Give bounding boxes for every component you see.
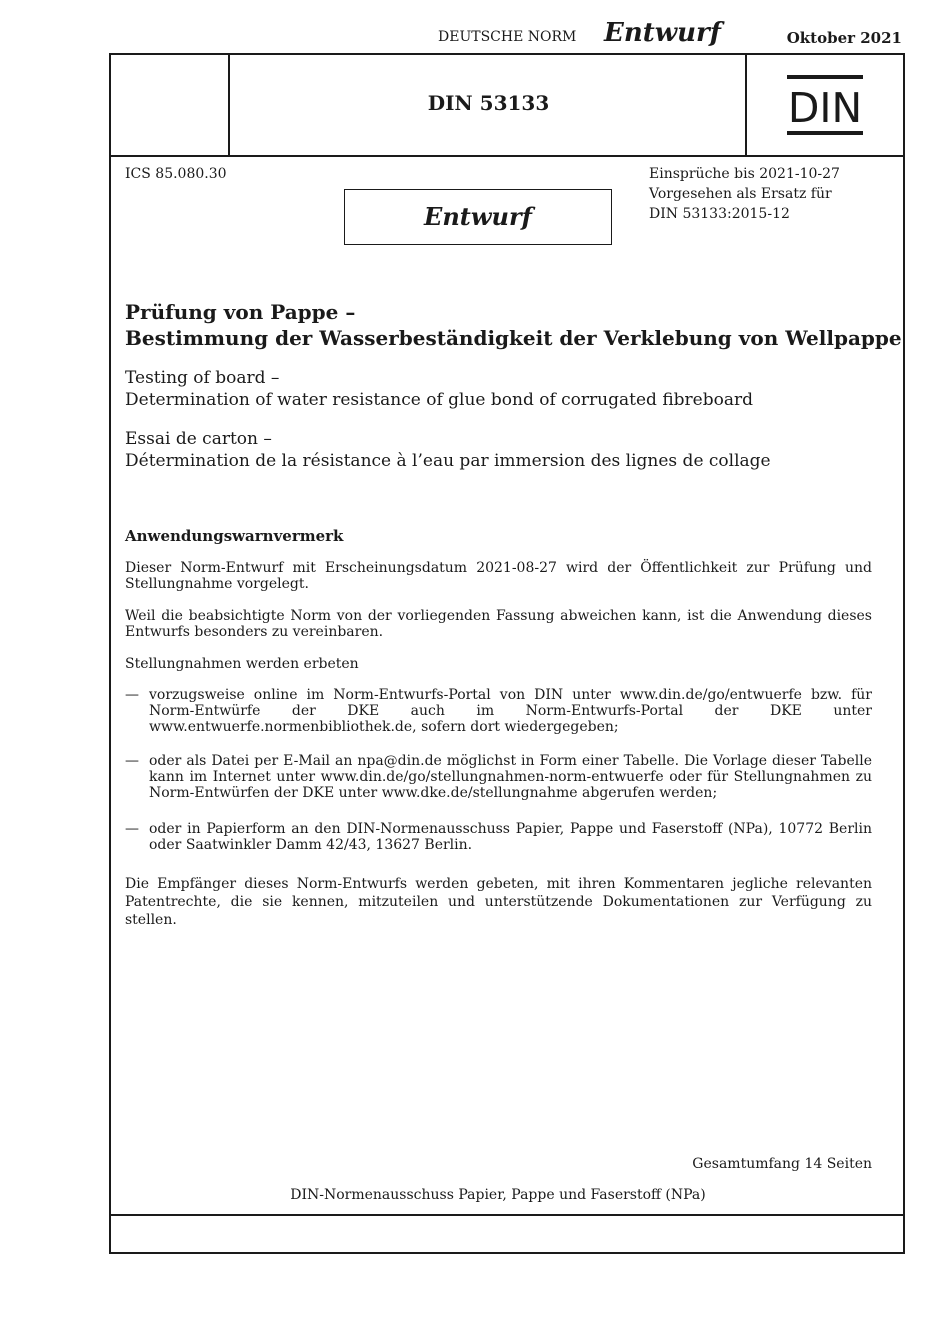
list-item-text: vorzugsweise online im Norm-Entwurfs-Portal von DIN unter www.din.de/go/entwuerfe bzw. für Norm-Entwürfe der DKE auch im Norm-Entwurfs-Portal der DKE unter www.entwuerfe.normenbibliothek.de, sofern dort wiedergegeben; <box>149 687 872 735</box>
warning-paragraph-4: Die Empfänger dieses Norm-Entwurfs werden gebeten, mit ihren Kommentaren jegliche relevanten Patentrechte, die sie kennen, mitzuteilen und unterstützende Dokumentationen zur Verfügung zu stellen. <box>125 876 872 928</box>
document-number: DIN 53133 <box>427 91 550 115</box>
ics-code: ICS 85.080.30 <box>125 166 227 182</box>
replacement-note: Vorgesehen als Ersatz für <box>649 186 832 202</box>
title-german-line1: Prüfung von Pappe – <box>125 300 356 324</box>
page-count: Gesamtumfang 14 Seiten <box>692 1156 872 1172</box>
warning-paragraph-3: Stellungnahmen werden erbeten <box>125 656 359 672</box>
warning-heading: Anwendungswarnvermerk <box>125 527 344 545</box>
list-item-text: oder in Papierform an den DIN-Normenausschuss Papier, Pappe und Faserstoff (NPa), 10772 Berlin oder Saatwinkler Damm 42/43, 13627 Berlin. <box>149 821 872 853</box>
footer-rule <box>111 1214 903 1216</box>
svg-text:DIN: DIN <box>787 84 863 132</box>
title-french-line2: Détermination de la résistance à l’eau par immersion des lignes de collage <box>125 451 771 471</box>
title-german-line2: Bestimmung der Wasserbeständigkeit der Verklebung von Wellpappe <box>125 326 902 350</box>
replaced-standard: DIN 53133:2015-12 <box>649 206 790 222</box>
bullet-dash: — <box>125 687 139 703</box>
draft-stamp: Entwurf <box>344 189 612 245</box>
list-item-text: oder als Datei per E-Mail an npa@din.de möglichst in Form einer Tabelle. Die Vorlage dieser Tabelle kann im Internet unter www.din.de/go/stellungnahmen-norm-entwuerfe oder für Stellungnahmen zu Norm-Entwürfen der DKE unter www.dke.de/stellungnahme abgerufen werden; <box>149 753 872 801</box>
committee-name: DIN-Normenausschuss Papier, Pappe und Faserstoff (NPa) <box>290 1187 706 1203</box>
warning-paragraph-1: Dieser Norm-Entwurf mit Erscheinungsdatum 2021-08-27 wird der Öffentlichkeit zur Prüfung und Stellungnahme vorgelegt. <box>125 560 872 592</box>
din-logo <box>787 75 863 139</box>
list-item <box>125 753 872 803</box>
list-item <box>125 821 872 855</box>
draft-status-label: Entwurf <box>604 18 721 48</box>
title-english-line1: Testing of board – <box>125 368 280 388</box>
header-bottom-rule <box>111 155 903 157</box>
objection-deadline: Einsprüche bis 2021-10-27 <box>649 166 840 182</box>
warning-paragraph-2: Weil die beabsichtigte Norm von der vorliegenden Fassung abweichen kann, ist die Anwendung dieses Entwurfs besonders zu vereinbaren. <box>125 608 872 640</box>
document-frame <box>109 53 905 1254</box>
bullet-dash: — <box>125 821 139 837</box>
publication-date: Oktober 2021 <box>786 29 902 47</box>
norm-type-label: DEUTSCHE NORM <box>438 29 577 45</box>
header-divider-left <box>228 55 230 155</box>
title-french-line1: Essai de carton – <box>125 429 272 449</box>
list-item <box>125 687 872 737</box>
bullet-dash: — <box>125 753 139 769</box>
title-english-line2: Determination of water resistance of glue bond of corrugated fibreboard <box>125 390 753 410</box>
